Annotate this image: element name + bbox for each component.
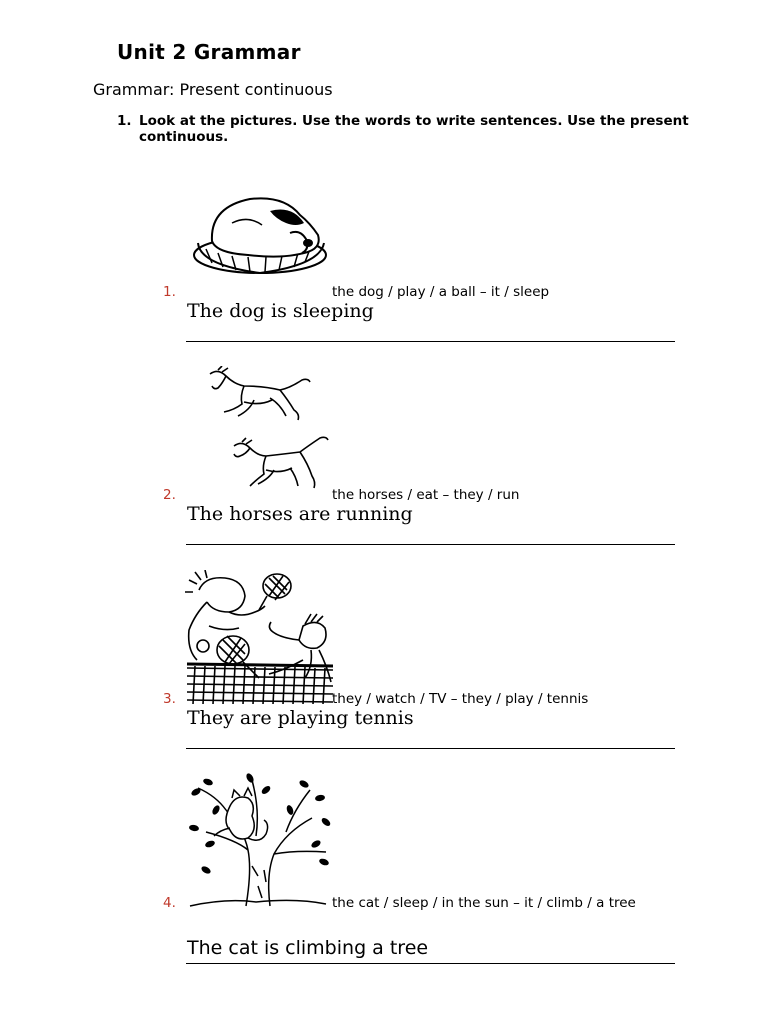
exercise-number: 4.	[163, 895, 176, 911]
exercise-number: 2.	[163, 487, 176, 503]
exercise-number: 1.	[163, 284, 176, 300]
exercise-answer: The dog is sleeping	[187, 300, 374, 322]
exercise-prompt: they / watch / TV – they / play / tennis	[332, 691, 589, 707]
exercise-prompt: the horses / eat – they / run	[332, 487, 520, 503]
section-subtitle: Grammar: Present continuous	[93, 80, 333, 99]
horses-running-illustration	[204, 366, 330, 494]
exercise-number: 3.	[163, 691, 176, 707]
exercise-answer: The cat is climbing a tree	[187, 937, 429, 959]
page-title: Unit 2 Grammar	[117, 40, 301, 64]
exercise-answer: They are playing tennis	[187, 707, 414, 729]
exercise-answer: The horses are running	[187, 503, 413, 525]
instruction-text: Look at the pictures. Use the words to write sentences. Use the present continuous.	[139, 113, 689, 145]
exercise-prompt: the dog / play / a ball – it / sleep	[332, 284, 550, 300]
answer-line	[186, 544, 675, 545]
answer-line	[186, 963, 675, 964]
tennis-players-illustration	[185, 570, 333, 706]
answer-line	[186, 341, 675, 342]
dog-sleeping-illustration	[192, 193, 334, 277]
answer-line	[186, 748, 675, 749]
cat-climbing-tree-illustration	[186, 770, 332, 908]
instruction-number: 1.	[117, 113, 132, 129]
exercise-prompt: the cat / sleep / in the sun – it / climb / a tree	[332, 895, 636, 911]
